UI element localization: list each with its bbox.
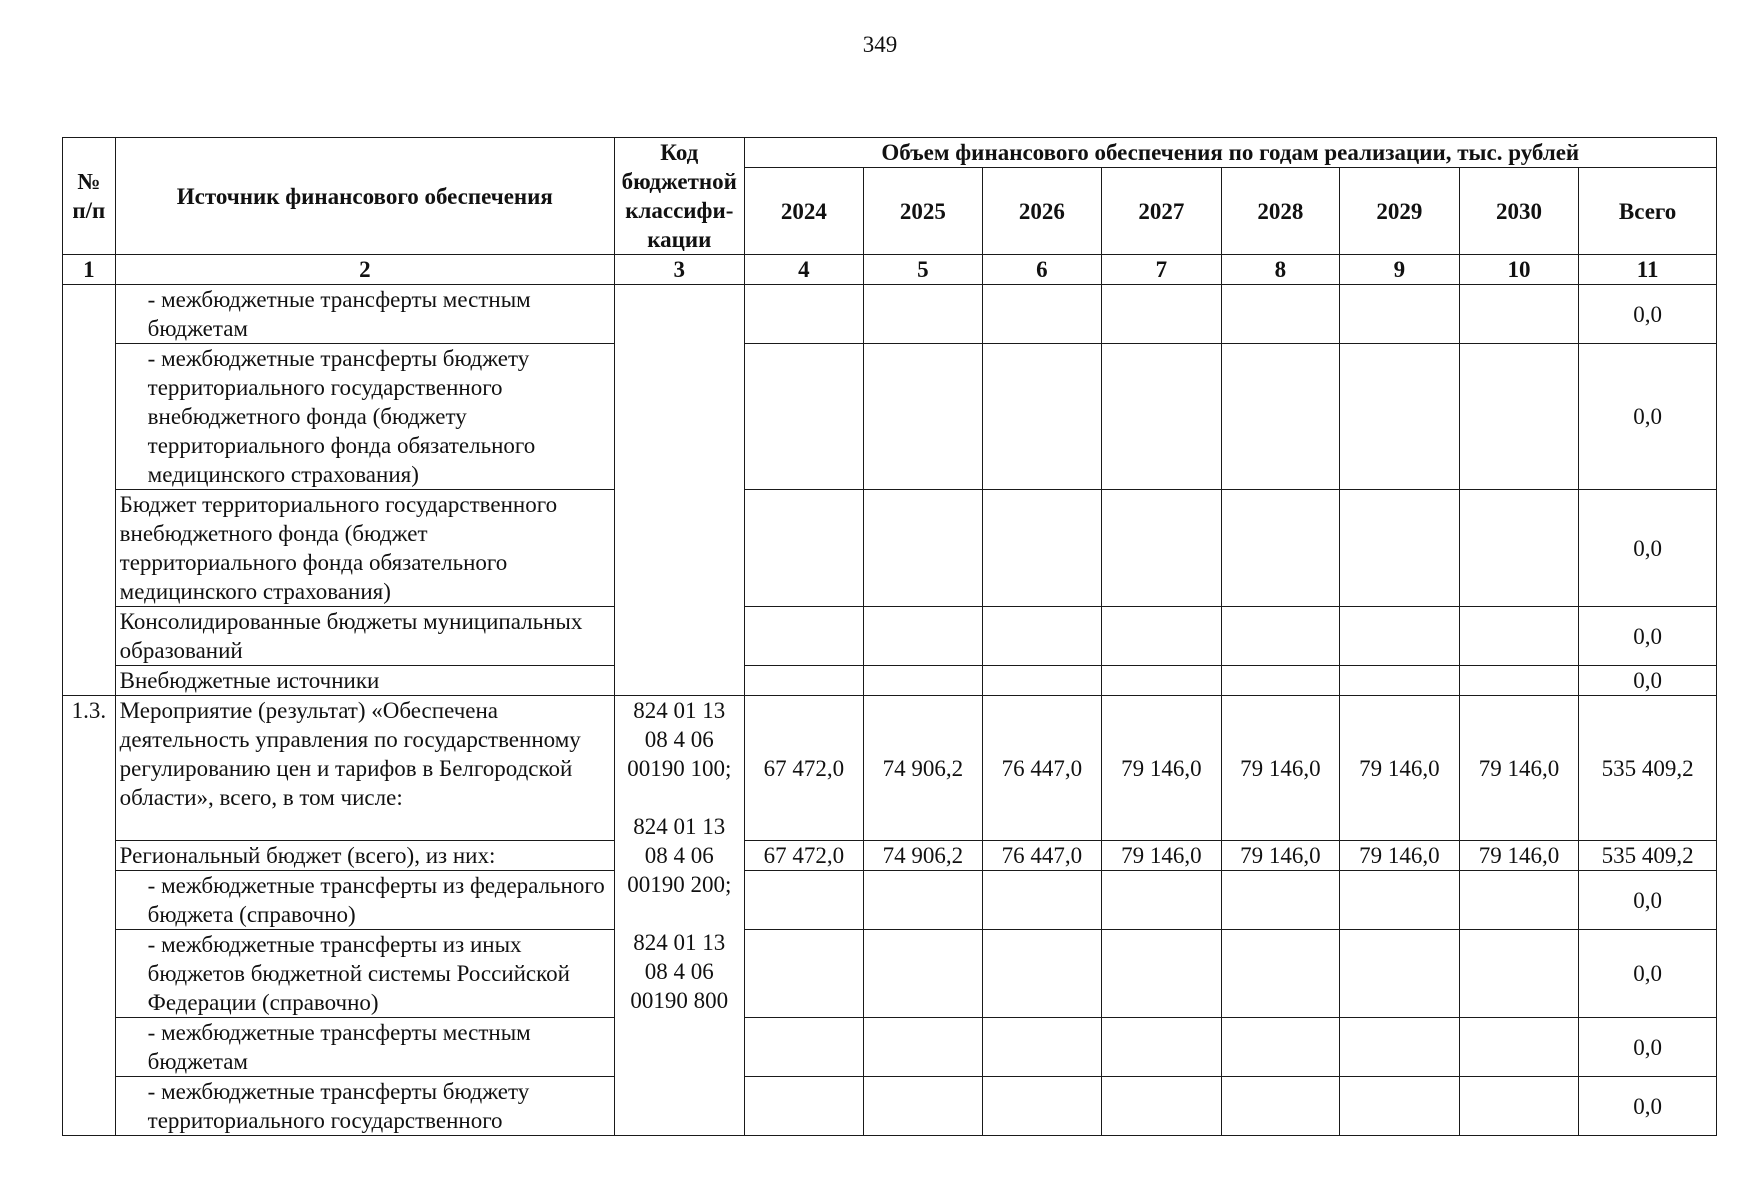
total-cell: 0,0 [1579,1077,1717,1136]
header-year: 2028 [1221,168,1340,255]
empty-value-cell [982,1018,1102,1077]
empty-value-cell [1102,285,1222,344]
empty-value-cell [744,871,864,930]
empty-value-cell [1340,344,1460,490]
column-number: 11 [1579,255,1717,285]
empty-value-cell [1459,871,1579,930]
empty-value-cell [982,1077,1102,1136]
value-cell: 76 447,0 [982,696,1102,841]
table-row [63,490,1717,607]
empty-value-cell [864,285,983,344]
empty-value-cell [1102,344,1222,490]
table-row [63,696,1717,841]
table-row [63,666,1717,696]
total-cell: 0,0 [1579,666,1717,696]
empty-value-cell [1221,930,1340,1018]
source-cell: - межбюджетные трансферты местным бюджетам [115,1018,614,1077]
empty-value-cell [1340,666,1460,696]
empty-value-cell [1221,666,1340,696]
value-cell: 79 146,0 [1340,841,1460,871]
empty-value-cell [864,1018,983,1077]
header-row-1 [63,138,1717,168]
value-cell: 79 146,0 [1221,841,1340,871]
column-number: 1 [63,255,116,285]
column-number: 6 [982,255,1102,285]
source-cell: - межбюджетные трансферты из федерального бюджета (справочно) [115,871,614,930]
total-cell: 0,0 [1579,490,1717,607]
column-number: 2 [115,255,614,285]
value-cell: 79 146,0 [1459,696,1579,841]
value-cell: 74 906,2 [864,841,983,871]
header-year: 2024 [744,168,864,255]
empty-value-cell [1102,930,1222,1018]
header-year: 2027 [1102,168,1222,255]
value-cell: 79 146,0 [1102,696,1222,841]
empty-value-cell [1221,871,1340,930]
financing-table [62,137,1717,1136]
table-row [63,871,1717,930]
total-cell: 0,0 [1579,1018,1717,1077]
empty-value-cell [1221,1077,1340,1136]
empty-value-cell [744,930,864,1018]
empty-value-cell [982,490,1102,607]
empty-value-cell [864,871,983,930]
total-cell: 0,0 [1579,930,1717,1018]
value-cell: 74 906,2 [864,696,983,841]
empty-value-cell [744,285,864,344]
source-cell: Консолидированные бюджеты муниципальных образований [115,607,614,666]
header-total: Всего [1579,168,1717,255]
empty-value-cell [1221,607,1340,666]
empty-value-cell [1340,1077,1460,1136]
empty-value-cell [1459,1018,1579,1077]
empty-value-cell [1102,666,1222,696]
total-cell: 535 409,2 [1579,696,1717,841]
empty-value-cell [864,666,983,696]
source-cell: Региональный бюджет (всего), из них: [115,841,614,871]
value-cell: 79 146,0 [1340,696,1460,841]
total-cell: 0,0 [1579,285,1717,344]
header-code: Код бюджетной классифи-кации [614,138,744,255]
column-number: 7 [1102,255,1222,285]
empty-value-cell [864,490,983,607]
value-cell: 79 146,0 [1459,841,1579,871]
column-number: 8 [1221,255,1340,285]
column-number-row [63,255,1717,285]
header-year: 2026 [982,168,1102,255]
budget-code-text: 824 01 13 08 4 06 00190 100; 824 01 13 08 4 06 00190 200; 824 01 13 08 4 06 00190 800 [627,698,732,1013]
empty-value-cell [982,344,1102,490]
empty-value-cell [982,871,1102,930]
empty-value-cell [982,666,1102,696]
empty-value-cell [1459,344,1579,490]
empty-value-cell [1340,930,1460,1018]
empty-value-cell [744,1077,864,1136]
budget-code-cell [614,285,744,696]
value-cell: 67 472,0 [744,841,864,871]
total-cell: 0,0 [1579,344,1717,490]
value-cell: 79 146,0 [1221,696,1340,841]
empty-value-cell [744,607,864,666]
empty-value-cell [982,930,1102,1018]
page-number: 349 [862,32,898,57]
empty-value-cell [864,344,983,490]
empty-value-cell [1102,490,1222,607]
row-number-cell [63,285,116,696]
source-cell: - межбюджетные трансферты местным бюджетам [115,285,614,344]
source-cell: - межбюджетные трансферты бюджету территориального государственного внебюджетного фонда (бюджету территориального фонда обязательного медицинского страхования) [115,344,614,490]
empty-value-cell [1459,930,1579,1018]
row-number-cell: 1.3. [63,696,116,1136]
empty-value-cell [864,1077,983,1136]
empty-value-cell [864,930,983,1018]
table-row [63,930,1717,1018]
table-row [63,607,1717,666]
empty-value-cell [744,1018,864,1077]
header-source: Источник финансового обеспечения [115,138,614,255]
header-volume: Объем финансового обеспечения по годам реализации, тыс. рублей [744,138,1716,168]
table-row [63,344,1717,490]
empty-value-cell [1221,344,1340,490]
header-year: 2029 [1340,168,1460,255]
empty-value-cell [1221,490,1340,607]
value-cell: 79 146,0 [1102,841,1222,871]
empty-value-cell [864,607,983,666]
empty-value-cell [982,285,1102,344]
source-cell: - межбюджетные трансферты бюджету территориального государственного [115,1077,614,1136]
column-number: 4 [744,255,864,285]
value-cell: 67 472,0 [744,696,864,841]
column-number: 3 [614,255,744,285]
table-row [63,1077,1717,1136]
header-year: 2030 [1459,168,1579,255]
empty-value-cell [1340,1018,1460,1077]
empty-value-cell [744,344,864,490]
table-row [63,841,1717,871]
empty-value-cell [1102,1077,1222,1136]
empty-value-cell [1340,490,1460,607]
empty-value-cell [1221,285,1340,344]
empty-value-cell [1340,607,1460,666]
table-row [63,285,1717,344]
empty-value-cell [1459,490,1579,607]
empty-value-cell [1221,1018,1340,1077]
empty-value-cell [1459,285,1579,344]
source-cell: - межбюджетные трансферты из иных бюджетов бюджетной системы Российской Федерации (справочно) [115,930,614,1018]
header-year: 2025 [864,168,983,255]
total-cell: 0,0 [1579,607,1717,666]
value-cell: 76 447,0 [982,841,1102,871]
empty-value-cell [982,607,1102,666]
empty-value-cell [1340,871,1460,930]
source-cell: Внебюджетные источники [115,666,614,696]
empty-value-cell [1102,607,1222,666]
header-num: № п/п [63,138,116,255]
source-cell: Бюджет территориального государственного внебюджетного фонда (бюджет территориального фонда обязательного медицинского страхования) [115,490,614,607]
source-cell: Мероприятие (результат) «Обеспечена деятельность управления по государственному регулированию цен и тарифов в Белгородской области», всего, в том числе: [115,696,614,841]
column-number: 9 [1340,255,1460,285]
budget-code-cell [614,696,744,1136]
total-cell: 0,0 [1579,871,1717,930]
empty-value-cell [1459,666,1579,696]
empty-value-cell [744,490,864,607]
empty-value-cell [1102,1018,1222,1077]
column-number: 10 [1459,255,1579,285]
empty-value-cell [1340,285,1460,344]
total-cell: 535 409,2 [1579,841,1717,871]
empty-value-cell [744,666,864,696]
empty-value-cell [1459,1077,1579,1136]
empty-value-cell [1459,607,1579,666]
column-number: 5 [864,255,983,285]
empty-value-cell [1102,871,1222,930]
table-row [63,1018,1717,1077]
